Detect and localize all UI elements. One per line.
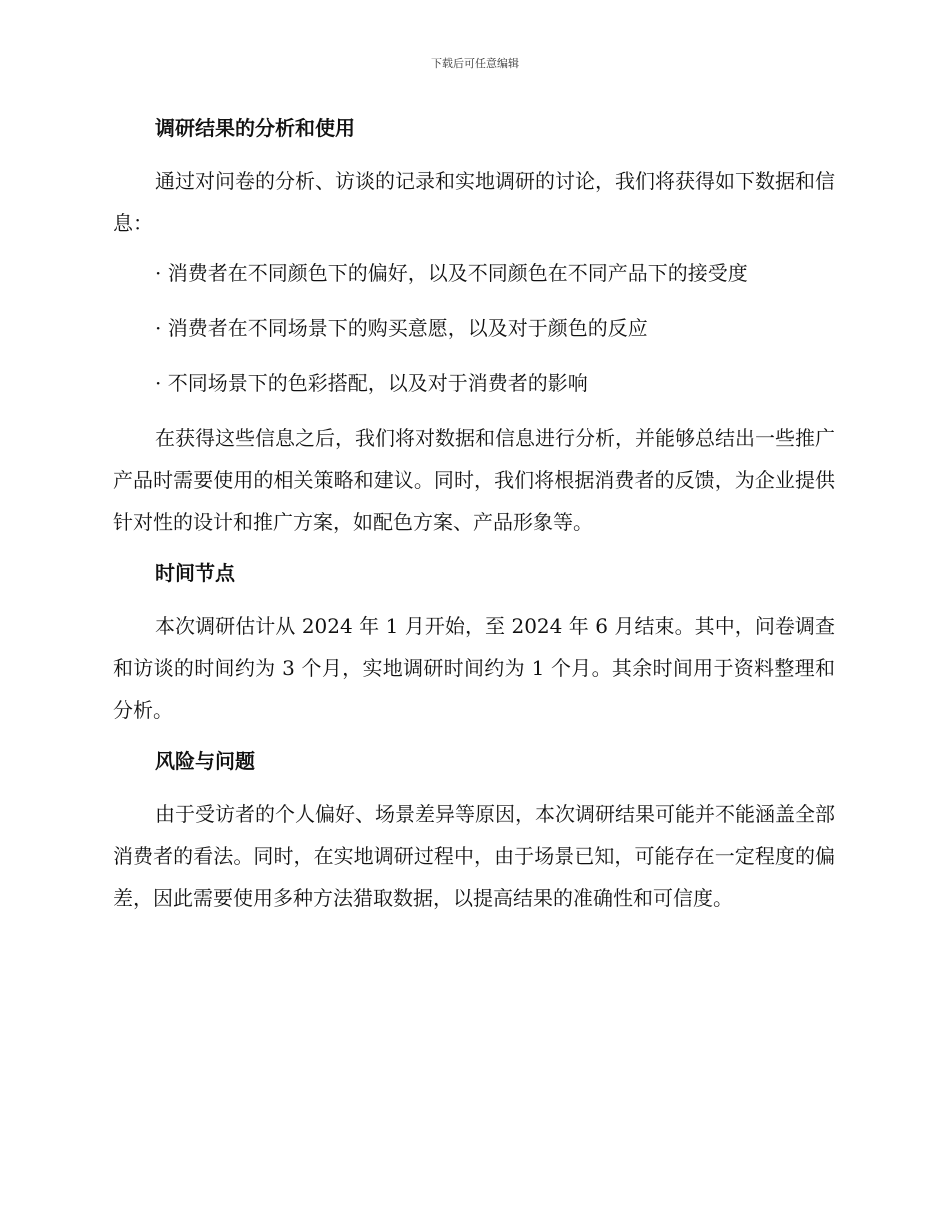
analysis-intro-paragraph: 通过对问卷的分析、访谈的记录和实地调研的讨论，我们将获得如下数据和信息： xyxy=(113,169,835,235)
bullet-item: · 消费者在不同颜色下的偏好，以及不同颜色在不同产品下的接受度 xyxy=(155,261,748,285)
header-note: 下载后可任意编辑 xyxy=(431,57,519,70)
section-heading-timeline: 时间节点 xyxy=(155,561,235,585)
document-body xyxy=(113,110,835,927)
bullet-item: · 消费者在不同场景下的购买意愿，以及对于颜色的反应 xyxy=(155,316,648,340)
section-heading-analysis: 调研结果的分析和使用 xyxy=(155,116,355,140)
analysis-conclusion-paragraph: 在获得这些信息之后，我们将对数据和信息进行分析，并能够总结出一些推广产品时需要使用的相关策略和建议。同时，我们将根据消费者的反馈，为企业提供针对性的设计和推广方案，如配色方案、产品形象等。 xyxy=(113,426,835,534)
section-heading-risks: 风险与问题 xyxy=(155,749,255,773)
timeline-paragraph: 本次调研估计从 2024 年 1 月开始，至 2024 年 6 月结束。其中，问卷调查和访谈的时间约为 3 个月，实地调研时间约为 1 个月。其余时间用于资料整理和分析。 xyxy=(113,614,835,722)
bullet-item: · 不同场景下的色彩搭配，以及对于消费者的影响 xyxy=(155,371,588,395)
risks-paragraph: 由于受访者的个人偏好、场景差异等原因，本次调研结果可能并不能涵盖全部消费者的看法。同时，在实地调研过程中，由于场景已知，可能存在一定程度的偏差，因此需要使用多种方法猎取数据，以提高结果的准确性和可信度。 xyxy=(113,802,835,910)
